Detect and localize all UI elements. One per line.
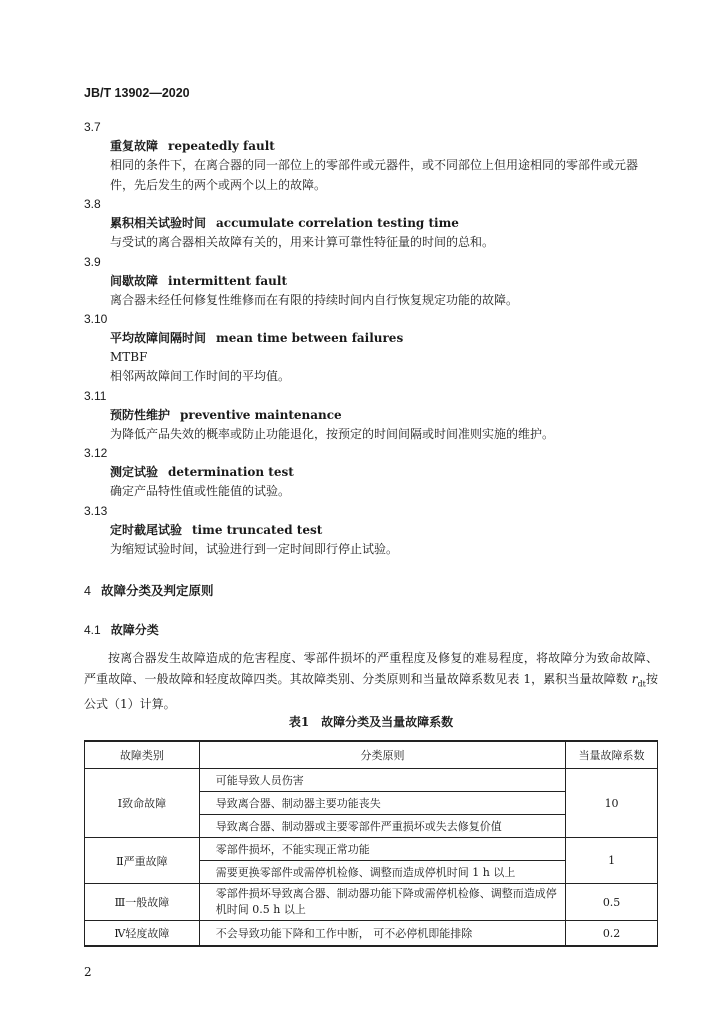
coefficient-cell: 0.2 xyxy=(566,921,658,947)
principle-cell: 需要更换零部件或需停机检修、调整而造成停机时间 1 h 以上 xyxy=(199,861,565,884)
term-en: intermittent fault xyxy=(168,273,287,288)
page-number: 2 xyxy=(84,965,92,979)
section-title: 故障分类及判定原则 xyxy=(100,583,214,598)
section-title: 故障分类 xyxy=(110,623,159,637)
term-number: 3.7 xyxy=(84,120,101,134)
paragraph-text-a: 按离合器发生故障造成的危害程度、零部件损坏的严重程度及修复的难易程度，将故障分为致命故障、严重故障、一般故障和轻度故障四类。其故障类别、分类原则和当量故障系数见表 1，累积当量故障数 xyxy=(84,651,658,686)
term-3-9 xyxy=(84,253,644,311)
term-number: 3.9 xyxy=(84,254,101,269)
term-definition: 离合器未经任何修复性维修而在有限的持续时间内自行恢复规定功能的故障。 xyxy=(110,292,519,307)
term-3-12 xyxy=(84,444,644,502)
principle-cell: 可能导致人员伤害 xyxy=(199,769,565,792)
section-4-1-heading xyxy=(84,621,159,638)
coefficient-cell: 0.5 xyxy=(566,884,658,921)
fault-classification-table xyxy=(84,740,658,947)
term-definition: 相同的条件下，在离合器的同一部位上的零部件或元器件，或不同部位上但用途相同的零部件或元器件，先后发生的两个或两个以上的故障。 xyxy=(110,158,639,192)
term-definition: 为降低产品失效的概率或防止功能退化，按预定的时间间隔或时间准则实施的维护。 xyxy=(110,426,555,441)
principle-cell: 导致离合器、制动器或主要零部件严重损坏或失去修复价值 xyxy=(199,815,565,838)
coefficient-cell: 1 xyxy=(566,838,658,884)
table-row xyxy=(85,921,658,947)
term-3-10 xyxy=(84,310,644,387)
term-3-13 xyxy=(84,502,644,560)
variable-subscript: dt xyxy=(637,678,646,688)
section-number: 4.1 xyxy=(84,623,101,637)
table-row xyxy=(85,884,658,921)
term-en: accumulate correlation testing time xyxy=(216,216,459,230)
principle-cell: 零部件损坏，不能实现正常功能 xyxy=(199,838,565,861)
term-en: repeatedly fault xyxy=(168,139,275,153)
term-3-7 xyxy=(84,118,644,195)
term-number: 3.11 xyxy=(84,388,107,403)
term-zh: 预防性维护 xyxy=(110,407,171,422)
table-row xyxy=(85,769,658,792)
term-3-11 xyxy=(84,387,644,445)
section-4-heading xyxy=(84,581,213,599)
term-zh: 平均故障间隔时间 xyxy=(110,331,207,345)
term-definition: 相邻两故障间工作时间的平均值。 xyxy=(110,369,291,383)
paragraph-text-b: 按公式（1）计算。 xyxy=(84,671,658,712)
term-title xyxy=(110,214,644,233)
term-zh: 测定试验 xyxy=(110,465,159,479)
principle-cell: 不会导致功能下降和工作中断， 可不必停机即能排除 xyxy=(199,921,565,947)
document-number: JB/T 13902—2020 xyxy=(84,86,190,100)
term-en: preventive maintenance xyxy=(180,407,342,422)
header-coefficient: 当量故障系数 xyxy=(566,741,658,769)
term-number: 3.12 xyxy=(84,446,108,460)
term-title xyxy=(110,406,644,425)
term-en: time truncated test xyxy=(192,522,323,537)
term-title xyxy=(110,137,644,156)
term-number: 3.10 xyxy=(84,312,108,326)
principle-cell: 零部件损坏导致离合器、制动器功能下降或需停机检修、调整而造成停机时间 0.5 h 以上 xyxy=(199,884,565,921)
term-zh: 累积相关试验时间 xyxy=(110,216,207,230)
term-3-8 xyxy=(84,195,644,253)
term-title xyxy=(110,329,644,348)
term-title xyxy=(110,521,644,540)
term-abbreviation: MTBF xyxy=(110,350,148,364)
table-row xyxy=(85,838,658,861)
term-en: mean time between failures xyxy=(216,331,404,345)
table-header-row xyxy=(85,741,658,769)
category-cell: Ⅲ一般故障 xyxy=(85,884,200,921)
term-zh: 定时截尾试验 xyxy=(110,522,183,537)
header-principle: 分类原则 xyxy=(199,741,565,769)
term-zh: 重复故障 xyxy=(110,139,159,153)
term-title xyxy=(110,463,644,482)
header-category: 故障类别 xyxy=(85,741,200,769)
coefficient-cell: 10 xyxy=(566,769,658,838)
category-cell: Ⅳ轻度故障 xyxy=(85,921,200,947)
term-number: 3.13 xyxy=(84,503,108,518)
terms-list xyxy=(84,118,644,559)
term-definition: 确定产品特性值或性能值的试验。 xyxy=(110,484,291,498)
section-number: 4 xyxy=(84,584,91,598)
term-en: determination test xyxy=(168,465,294,479)
term-definition: 为缩短试验时间，试验进行到一定时间即行停止试验。 xyxy=(110,541,399,556)
category-cell: Ⅱ严重故障 xyxy=(85,838,200,884)
principle-cell: 导致离合器、制动器主要功能丧失 xyxy=(199,792,565,815)
classification-paragraph xyxy=(84,648,658,715)
variable-r: r xyxy=(631,671,638,686)
term-number: 3.8 xyxy=(84,197,101,211)
category-cell: Ⅰ致命故障 xyxy=(85,769,200,838)
term-definition: 与受试的离合器相关故障有关的，用来计算可靠性特征量的时间的总和。 xyxy=(110,235,495,249)
term-title xyxy=(110,272,644,291)
term-zh: 间歇故障 xyxy=(110,273,159,288)
table-caption: 表1 故障分类及当量故障系数 xyxy=(288,715,454,729)
